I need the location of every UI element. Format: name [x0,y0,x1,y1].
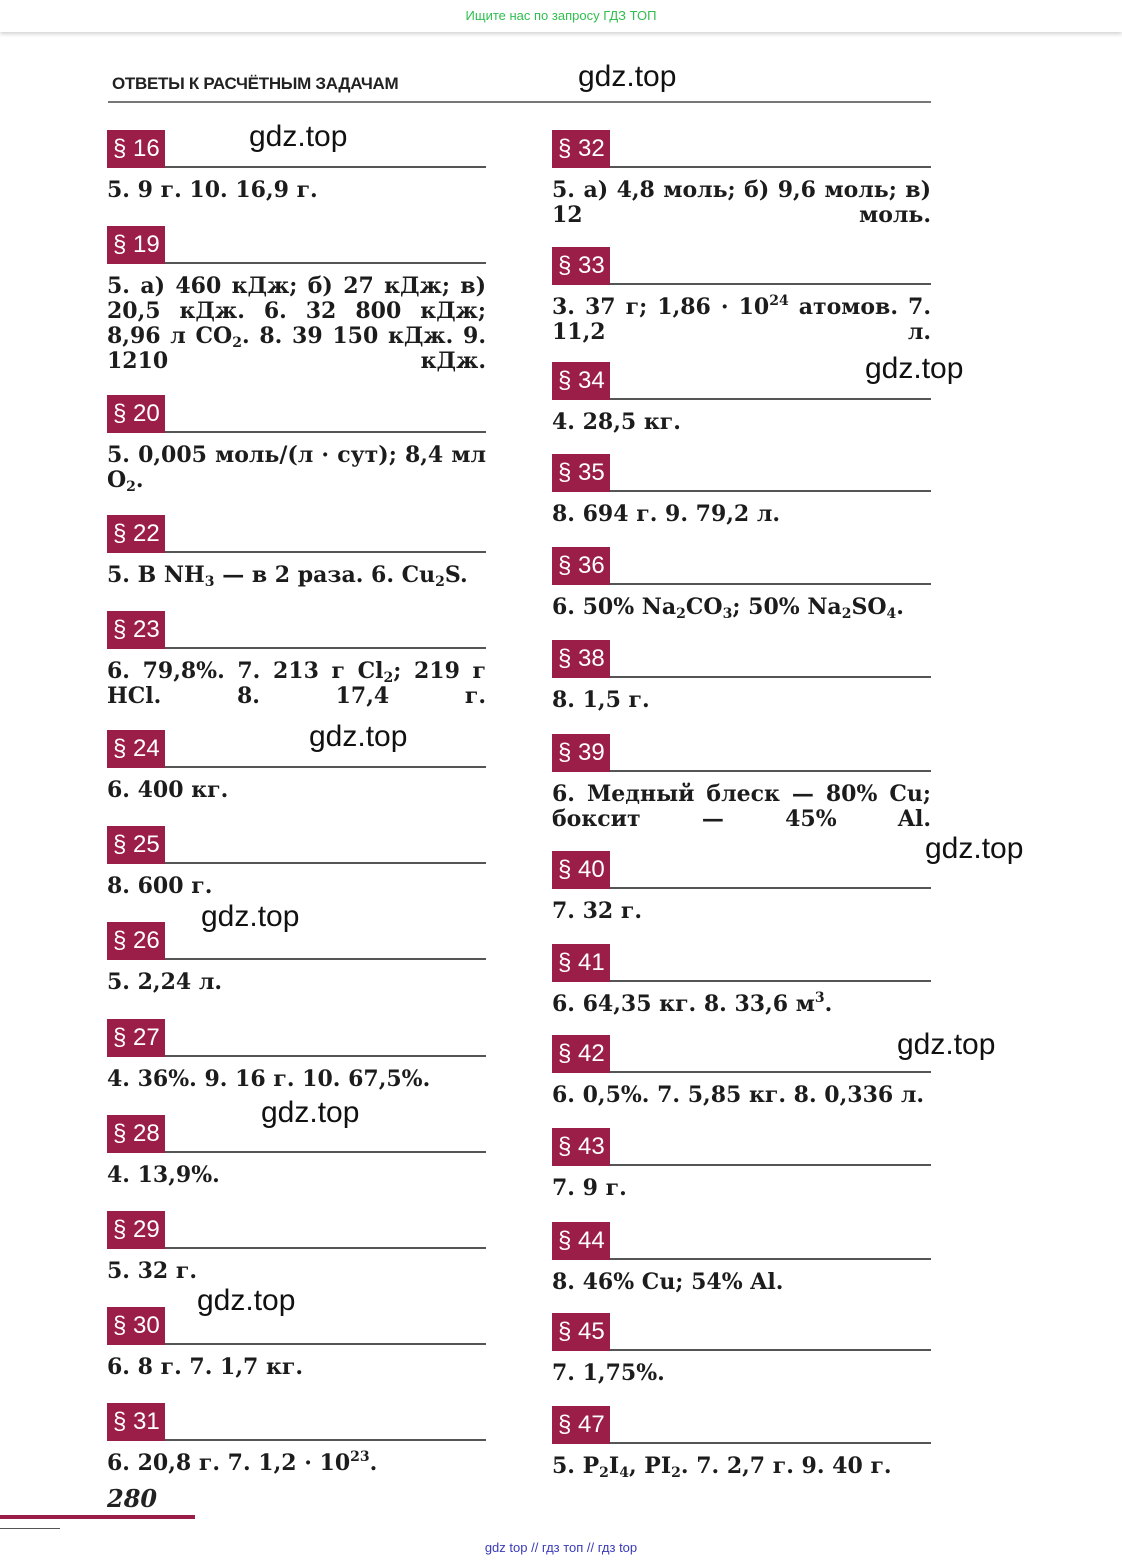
section-20 [107,395,486,493]
section-badge: § 35 [552,454,610,492]
section-30 [107,1307,486,1380]
section-badge: § 23 [107,611,165,649]
watermark: gdz.top [261,1096,360,1129]
section-43 [552,1128,931,1201]
watermark: gdz.top [201,900,300,933]
section-badge: § 28 [107,1115,165,1153]
watermark: gdz.top [309,720,408,753]
section-badge: § 16 [107,130,165,168]
section-badge: § 38 [552,640,610,678]
section-answer: 8. 46% Cu; 54% Al. [552,1269,784,1295]
section-answer: 5. 0,005 моль/(л · сут); 8,4 мл $O_2$. [107,442,486,495]
section-answer: 8. 694 г. 9. 79,2 л. [552,501,781,527]
section-25 [107,826,486,899]
section-badge: § 40 [552,851,610,889]
section-answer: 8. 1,5 г. [552,687,650,713]
section-29 [107,1211,486,1284]
section-39 [552,734,931,832]
section-answer: 5. а) 460 кДж; б) 27 кДж; в) 20,5 кДж. 6. 32 800 кДж; 8,96 л $CO_2$. 8. 39 150 кДж. 9. 1210 кДж. [107,273,486,374]
section-23 [107,611,486,709]
watermark: gdz.top [249,120,348,153]
section-answer: 5. В $NH_3$ — в 2 раза. 6. $Cu_2S$. [107,562,468,590]
watermark: gdz.top [578,60,677,93]
section-badge: § 30 [107,1307,165,1345]
section-answer: 6. Медный блеск — 80% Cu; боксит — 45% Al. [552,781,931,832]
section-19 [107,226,486,374]
section-badge: § 41 [552,944,610,982]
section-badge: § 32 [552,130,610,168]
section-answer: 5. $P_2I_4$, $PI_2$. 7. 2,7 г. 9. 40 г. [552,1453,892,1481]
section-answer: 6. 0,5%. 7. 5,85 кг. 8. 0,336 л. [552,1082,925,1108]
section-badge: § 47 [552,1406,610,1444]
section-answer: 4. 28,5 кг. [552,409,681,435]
section-badge: § 33 [552,247,610,285]
heading-rule [108,101,931,103]
section-badge: § 25 [107,826,165,864]
section-answer: 5. 2,24 л. [107,969,223,995]
section-answer: 7. 1,75%. [552,1360,665,1386]
section-badge: § 44 [552,1222,610,1260]
section-33 [552,247,931,345]
section-badge: § 19 [107,226,165,264]
watermark: gdz.top [925,832,1024,865]
section-badge: § 36 [552,547,610,585]
section-answer: 6. 79,8%. 7. 213 г $Cl_2$; 219 г HCl. 8. 17,4 г. [107,658,486,709]
section-badge: § 39 [552,734,610,772]
section-22 [107,515,486,588]
footer-links: gdz top // гдз топ // гдз top [484,1540,638,1555]
section-47 [552,1406,931,1479]
section-answer: 3. 37 г; $1,86 \cdot 10^{24}$ атомов. 7. 11,2 л. [552,293,932,345]
watermark: gdz.top [197,1284,296,1317]
section-badge: § 26 [107,922,165,960]
section-answer: 5. а) 4,8 моль; б) 9,6 моль; в) 12 моль. [552,177,931,228]
section-40 [552,851,931,924]
section-31 [107,1403,486,1476]
section-badge: § 43 [552,1128,610,1166]
section-answer: 6. 20,8 г. 7. $1,2 \cdot 10^{23}$. [107,1449,378,1476]
page-heading: ОТВЕТЫ К РАСЧЁТНЫМ ЗАДАЧАМ [112,74,399,93]
section-badge: § 45 [552,1313,610,1351]
section-36 [552,547,931,620]
section-badge: § 20 [107,395,165,433]
section-42 [552,1035,931,1108]
section-answer: 6. 8 г. 7. 1,7 кг. [107,1354,303,1380]
section-answer: 6. 50% $Na_2CO_3$; 50% $Na_2SO_4$. [552,594,904,622]
page-number: 280 [107,1484,158,1513]
section-answer: 5. 9 г. 10. 16,9 г. [107,177,318,203]
section-badge: § 22 [107,515,165,553]
section-badge: § 31 [107,1403,165,1441]
section-45 [552,1313,931,1386]
section-answer: 4. 36%. 9. 16 г. 10. 67,5%. [107,1066,431,1092]
section-answer: 7. 32 г. [552,898,643,924]
section-27 [107,1019,486,1092]
section-badge: § 24 [107,730,165,768]
section-answer: 5. 32 г. [107,1258,198,1284]
section-41 [552,944,931,1017]
section-32 [552,130,931,228]
section-answer: 6. 400 кг. [107,777,229,803]
page-accent-bar [0,1515,195,1519]
section-answer: 8. 600 г. [107,873,213,899]
section-badge: § 42 [552,1035,610,1073]
section-answer: 4. 13,9%. [107,1162,220,1188]
section-badge: § 27 [107,1019,165,1057]
section-answer: 6. 64,35 кг. 8. 33,6 $м^3$. [552,990,833,1017]
section-24 [107,730,486,803]
watermark: gdz.top [865,352,964,385]
section-44 [552,1222,931,1295]
section-answer: 7. 9 г. [552,1175,627,1201]
top-banner-text: Ищите нас по запросу ГДЗ ТОП [465,8,657,23]
section-badge: § 29 [107,1211,165,1249]
section-35 [552,454,931,527]
watermark: gdz.top [897,1028,996,1061]
top-banner [0,0,1122,32]
section-badge: § 34 [552,362,610,400]
section-38 [552,640,931,713]
page-bottom-rule [0,1528,60,1529]
